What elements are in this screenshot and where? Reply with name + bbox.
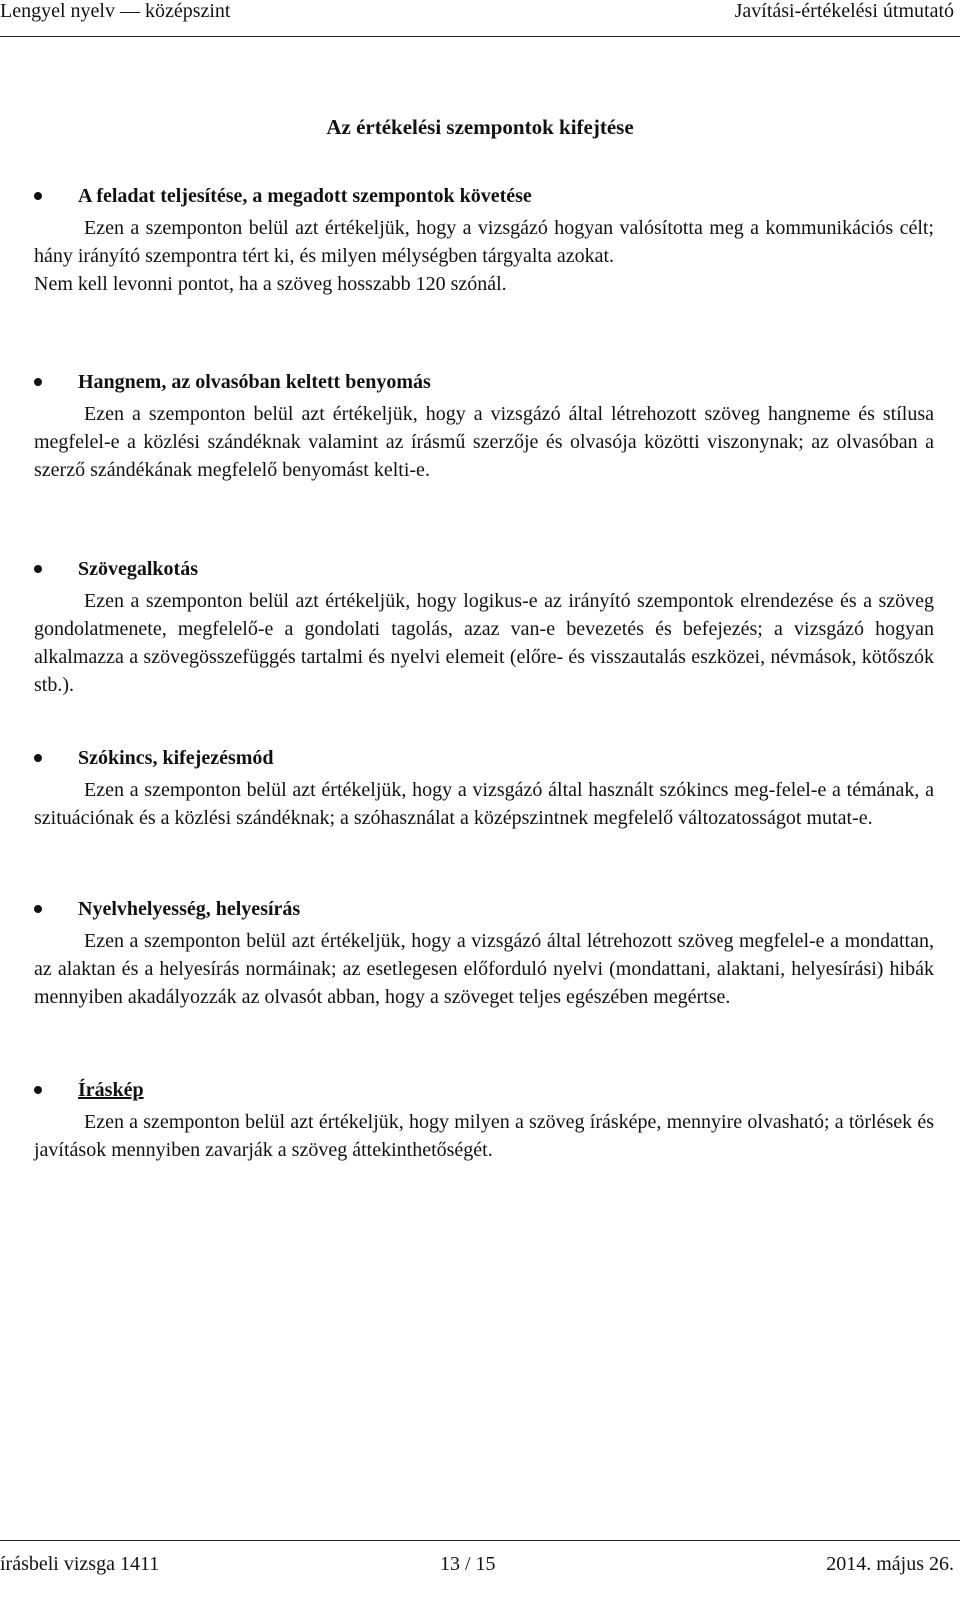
criterion-paragraph: Ezen a szemponton belül azt értékeljük, hogy a vizsgázó által létrehozott szöveg hangneme és stílusa megfelel-e a közlési szándéknak valamint az írásmű szerzője és olvasója közötti viszonynak; az olvasóban a szerző szándékának megfelelő benyomást kelti-e. [34, 403, 934, 481]
criterion-heading: Nyelvhelyesség, helyesírás [78, 898, 301, 920]
bullet-icon [34, 754, 42, 762]
criterion-paragraph: Ezen a szemponton belül azt értékeljük, hogy a vizsgázó hogyan valósította meg a kommunikációs célt; hány irányító szempontra tért ki, és milyen mélységben tárgyalta azokat. [34, 217, 934, 267]
criterion-paragraph: Ezen a szemponton belül azt értékeljük, hogy milyen a szöveg írásképe, mennyire olvasható; a törlések és javítások mennyiben zavarják a szöveg áttekinthetőségét. [34, 1111, 934, 1161]
page-title: Az értékelési szempontok kifejtése [326, 115, 634, 139]
criterion-body [34, 776, 934, 832]
criterion-heading: Hangnem, az olvasóban keltett benyomás [78, 371, 431, 393]
criterion-heading: A feladat teljesítése, a megadott szempontok követése [78, 185, 532, 207]
criterion-body [34, 1108, 934, 1164]
criterion-heading: Íráskép [78, 1079, 144, 1101]
criterion-heading: Szövegalkotás [78, 558, 198, 580]
criterion-paragraph: Nem kell levonni pontot, ha a szöveg hosszabb 120 szónál. [34, 273, 507, 295]
footer-exam-code: írásbeli vizsga 1411 [0, 1553, 160, 1575]
criterion-body [34, 400, 934, 484]
bullet-icon [34, 192, 42, 200]
footer-page-number: 13 / 15 [440, 1553, 496, 1575]
criterion-body [34, 214, 934, 298]
page-header [0, 0, 960, 37]
criterion-paragraph: Ezen a szemponton belül azt értékeljük, hogy a vizsgázó által használt szókincs meg-felel-e a témának, a szituációnak és a közlési szándéknak; a szóhasználat a középszintnek megfelelő változatosságot mutat-e. [34, 779, 934, 829]
bullet-icon [34, 905, 42, 913]
criterion-paragraph: Ezen a szemponton belül azt értékeljük, hogy logikus-e az irányító szempontok elrendezése és a szöveg gondolatmenete, megfelelő-e a gondolati tagolás, azaz van-e bevezetés és befejezés; a vizsgázó hogyan alkalmazza a szövegösszefüggés tartalmi és nyelvi elemeit (előre- és visszautalás eszközei, névmások, kötőszók stb.). [34, 590, 934, 696]
bullet-icon [34, 378, 42, 386]
criterion-body [34, 587, 934, 699]
bullet-icon [34, 1086, 42, 1094]
footer-date: 2014. május 26. [826, 1553, 954, 1575]
criterion-heading: Szókincs, kifejezésmód [78, 747, 274, 769]
header-subject: Lengyel nyelv — középszint [0, 0, 231, 22]
header-document-type: Javítási-értékelési útmutató [734, 0, 954, 22]
bullet-icon [34, 565, 42, 573]
page-footer [0, 1540, 960, 1581]
criterion-paragraph: Ezen a szemponton belül azt értékeljük, hogy a vizsgázó által létrehozott szöveg megfelel-e a mondattan, az alaktan és a helyesírás normáinak; az esetlegesen előforduló nyelvi (mondattani, alaktani, helyesírási) hibák mennyiben akadályozzák az olvasót abban, hogy a szöveget teljes egészében megértse. [34, 930, 934, 1008]
criterion-body [34, 927, 934, 1011]
